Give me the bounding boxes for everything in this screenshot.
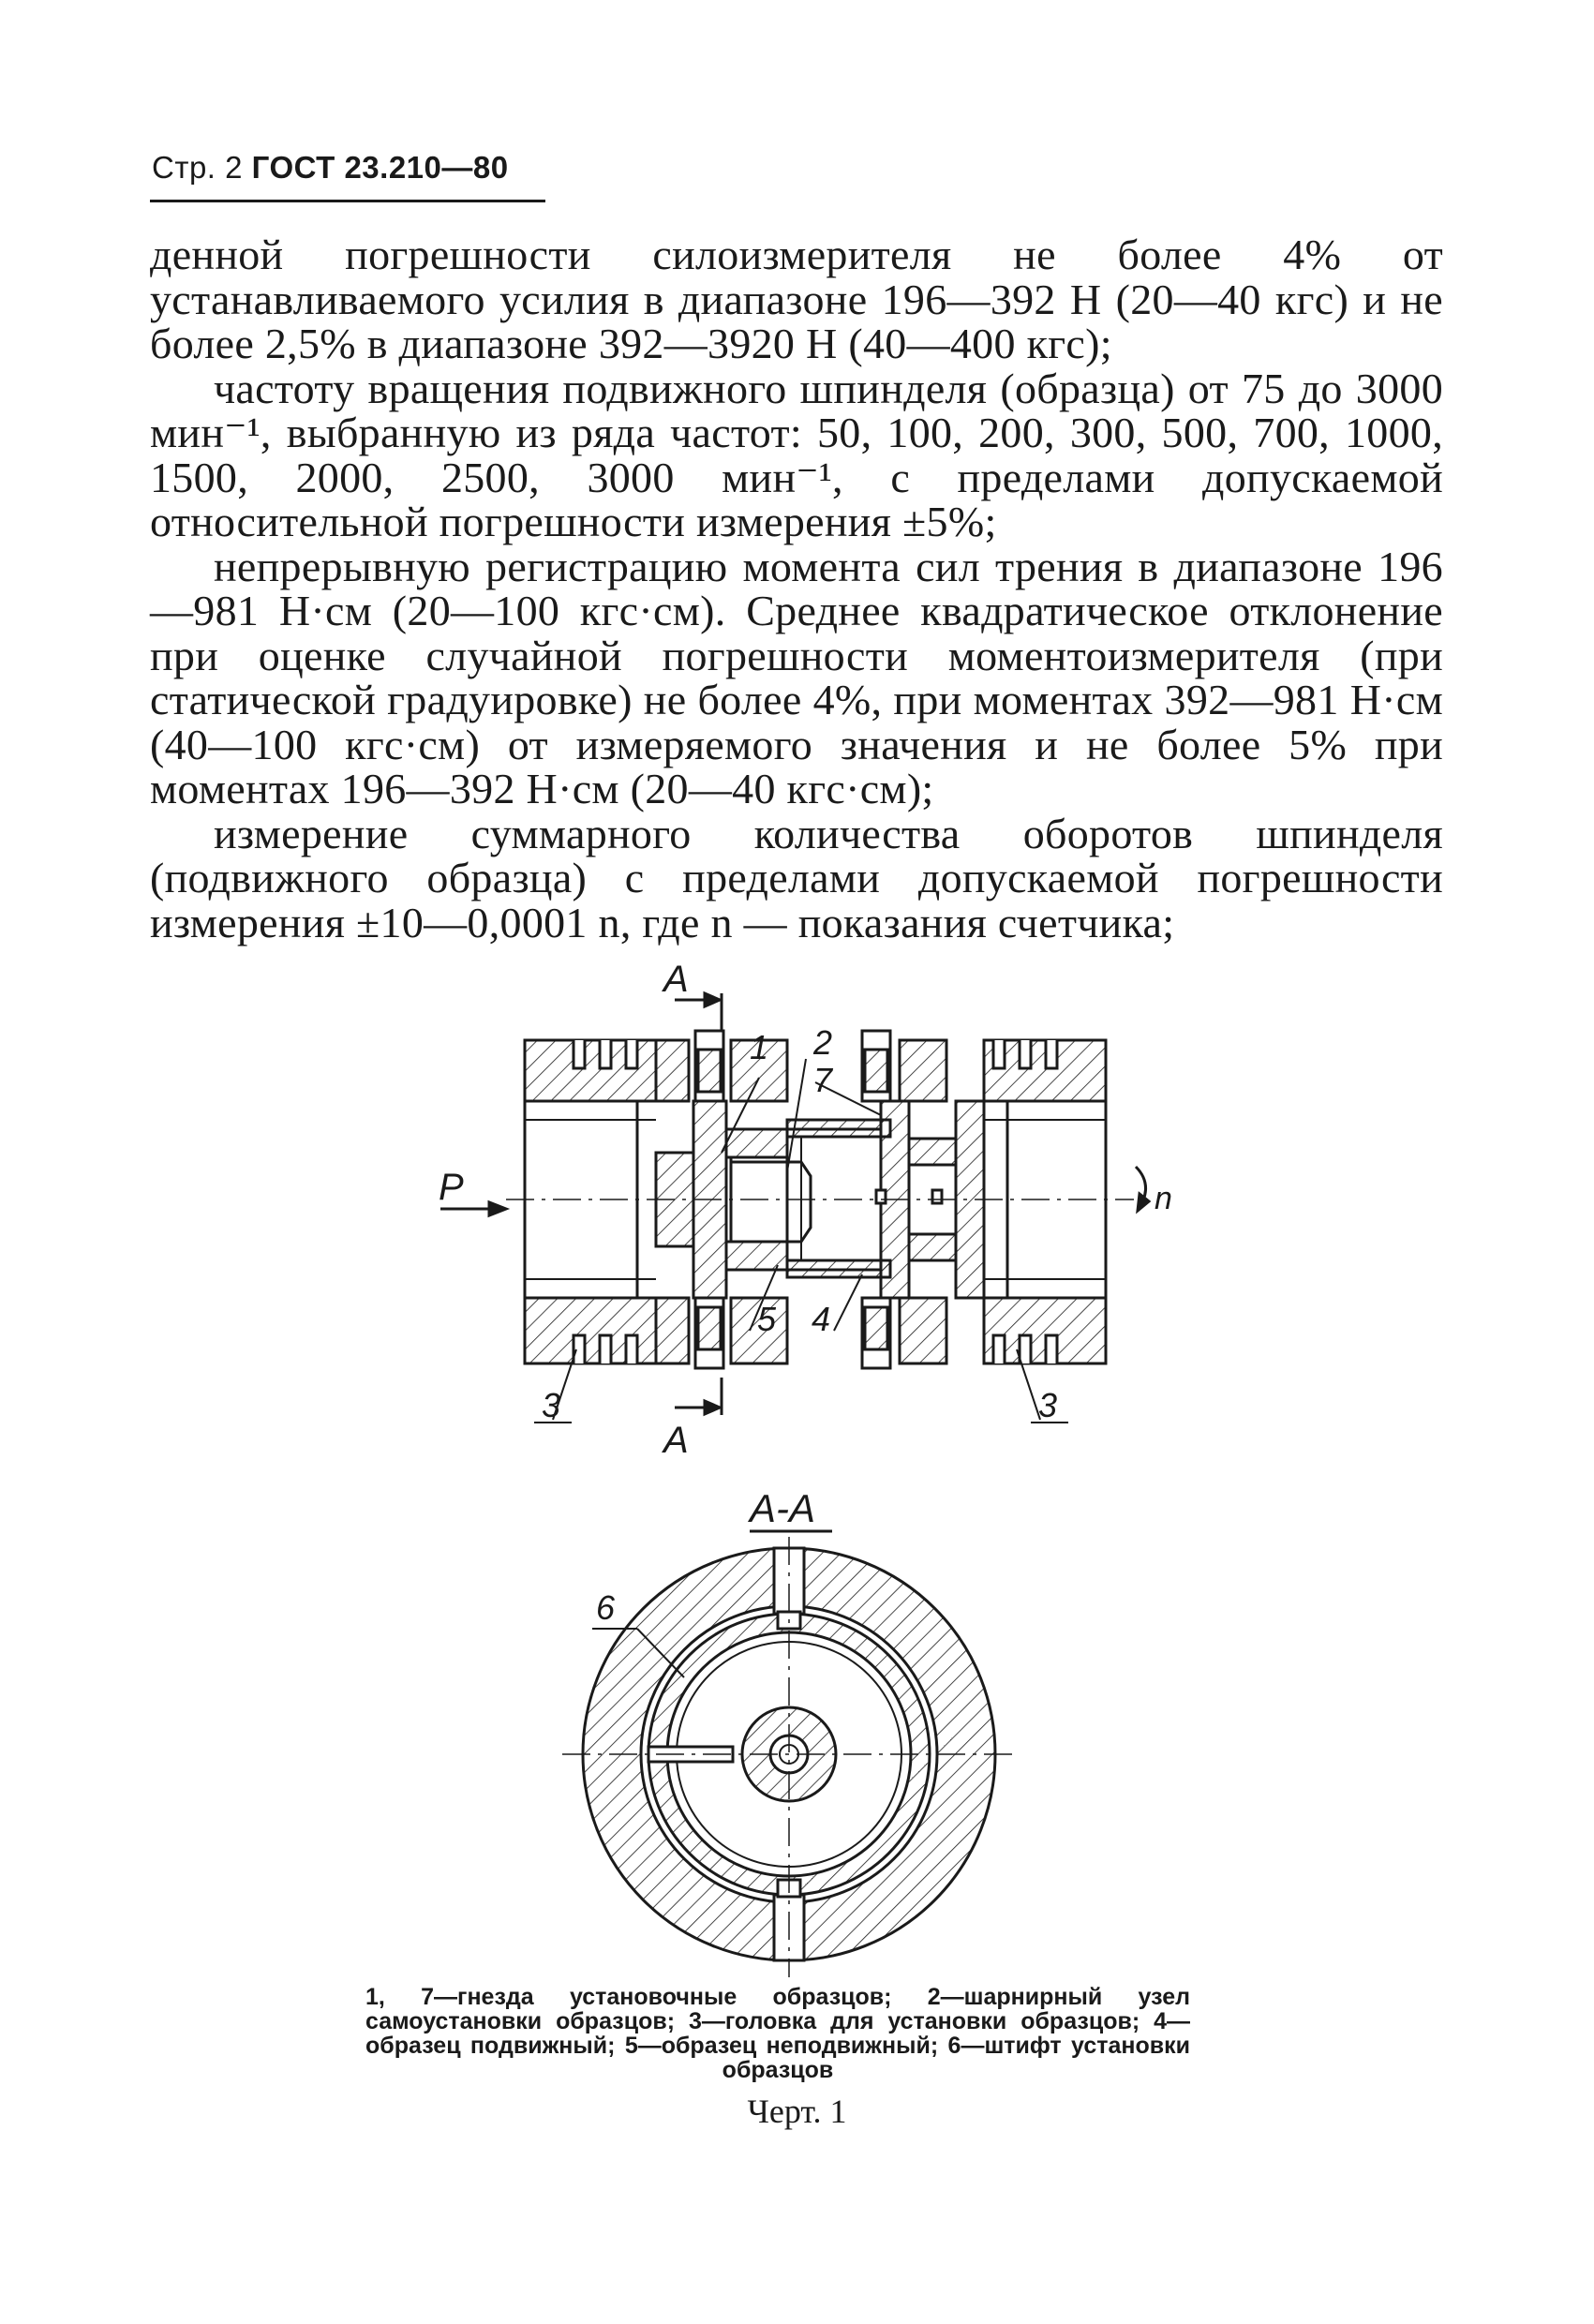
- force-label: P: [439, 1167, 464, 1208]
- section-mark-top: A: [663, 959, 689, 1000]
- paragraph-4: измерение суммарного количества оборотов шпинделя (подвижного образца) с пределами допускаемой погрешности измерения ±10—0,0001 n, где n — показания счетчика;: [150, 809, 1443, 946]
- figure-label: Черт. 1: [747, 2093, 847, 2130]
- standard-number: ГОСТ 23.210—80: [251, 150, 509, 185]
- paragraph-1: денной погрешности силоизмерителя не более 4% от устанавливаемого усилия в диапазоне 196—392 Н (20—40 кгс) и не более 2,5% в диапазоне 392—3920 Н (40—400 кгс);: [150, 231, 1443, 367]
- callout-3-right: 3: [1038, 1386, 1058, 1424]
- paragraph-3: непрерывную регистрацию момента сил трения в диапазоне 196—981 Н·см (20—100 кгс·см). Среднее квадратическое отклонение при оценке случайной погрешности моментоизмерителя (при статической градуировке) не более 4%, при моментах 392—981 Н·см (40—100 кгс·см) от измеряемого значения и не более 5% при моментах 196—392 Н·см (20—40 кгс·см);: [150, 542, 1443, 812]
- paragraph-2: частоту вращения подвижного шпинделя (образца) от 75 до 3000 мин⁻¹, выбранную из ряда частот: 50, 100, 200, 300, 500, 700, 1000, 1500, 2000, 2500, 3000 мин⁻¹, с пределами допускаемой относительной погрешности измерения ±5%;: [150, 364, 1443, 545]
- rotation-label: n: [1155, 1181, 1172, 1216]
- right-head-top: [862, 1031, 1106, 1101]
- callout-2: 2: [813, 1023, 833, 1062]
- callout-7: 7: [813, 1061, 833, 1099]
- section-title: А-А: [750, 1486, 816, 1530]
- callout-4: 4: [812, 1300, 831, 1338]
- callout-1: 1: [750, 1028, 769, 1066]
- callout-6: 6: [596, 1588, 616, 1627]
- right-head-bottom: [862, 1298, 1106, 1368]
- figure-caption: 1, 7—гнезда установочные образцов; 2—шарнирный узел самоустановки образцов; 3—головка для установки образцов; 4—образец подвижный; 5—образец неподвижный; 6—штифт установки образцов: [365, 1984, 1190, 2083]
- section-mark-bottom: A: [663, 1420, 689, 1461]
- rotation-arrow: [1136, 1167, 1149, 1211]
- callout-5: 5: [757, 1300, 777, 1338]
- left-head-bottom: [525, 1298, 787, 1368]
- page-number: Стр. 2: [152, 150, 243, 185]
- cross-section-view: [562, 1537, 1012, 1977]
- left-head-top: [525, 1031, 787, 1101]
- callout-3-left: 3: [542, 1386, 561, 1424]
